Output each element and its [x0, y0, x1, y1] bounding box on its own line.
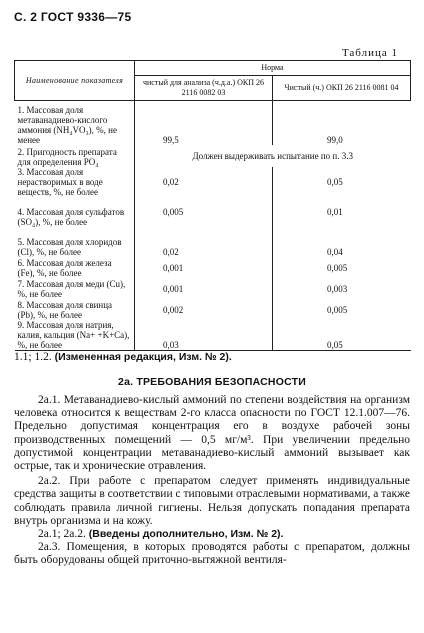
table-row — [15, 257, 411, 278]
table-row — [15, 299, 411, 320]
amendment-clauses: 2а.1; 2а.2. — [38, 528, 86, 541]
specification-table — [14, 60, 411, 351]
value-pure: 0,003 — [327, 283, 348, 294]
table-row — [15, 227, 411, 257]
indicator-name: 4. Массовая доля сульфатов (SO₄), %, не более — [17, 207, 125, 227]
column-header-pure-grade: Чистый (ч.) ОКП 26 2116 0081 04 — [273, 76, 411, 101]
table-row — [15, 167, 411, 197]
table-row — [15, 145, 411, 167]
value-pure: 0,05 — [327, 177, 343, 187]
value-pure: 0,04 — [327, 247, 343, 257]
column-header-analytical-grade: чистый для анализа (ч.д.а.) ОКП 26 2116 0082 03 — [135, 76, 273, 101]
value-pure: 0,005 — [327, 304, 348, 315]
amendment-status: (Измененная редакция, Изм. № 2). — [54, 351, 232, 363]
indicator-name: 5. Массовая доля хлоридов (Cl), %, не более — [17, 237, 122, 257]
value-pure: 0,005 — [327, 262, 348, 273]
table-row — [15, 320, 411, 351]
paragraph-2a3: 2а.3. Помещения, в которых проводятся работы с препаратом, должны быть оборудованы общей приточно-вытяжной вентиля- — [14, 541, 410, 567]
section-title: 2а. ТРЕБОВАНИЯ БЕЗОПАСНОСТИ — [118, 376, 306, 388]
value-analytical: 0,03 — [135, 320, 273, 351]
value-analytical: 0,001 — [135, 257, 273, 278]
indicator-name: 6. Массовая доля железа (Fe), %, не более — [17, 258, 112, 278]
indicator-name: 1. Массовая доля метаванадиево-кислого аммония (NH₄VO₃), %, не менее — [17, 105, 117, 145]
amendment-note-1 — [14, 351, 410, 364]
page-header: С. 2 ГОСТ 9336—75 — [14, 10, 132, 24]
value-analytical: 0,005 — [135, 197, 273, 227]
paragraph-2a1: 2а.1. Метаванадиево-кислый аммоний по степени воздействия на организм человека относится к веществам 2-го класса опасности по ГОСТ 12.1.007—76. Предельно допустимая концентрация его в воздухе рабочей зоны производственных помещений — 0,5 мг/м³. При увеличении предельно допустимой концентрации метаванадиево-кислый аммоний вызывает как острые, так и хронические отравления. — [14, 394, 410, 473]
indicator-name: 3. Массовая доля нерастворимых в воде веществ, %, не более — [17, 167, 103, 197]
value-pure: 0,01 — [327, 207, 343, 217]
indicator-name: 9. Массовая доля натрия, калия, кальция (Na+ +K+Ca), %, не более — [17, 320, 130, 350]
value-analytical: 99,5 — [135, 101, 273, 146]
column-header-norm: Норма — [135, 61, 411, 76]
paragraph-2a2: 2а.2. При работе с препаратом следует применять индивидуальные средства защиты в соответствии с типовыми отраслевыми нормативами, а также соблюдать правила личной гигиены. Нельзя допускать попадания препарата внутрь организма и на кожу. — [14, 475, 411, 527]
table-label: Таблица 1 — [341, 47, 398, 59]
table-row — [15, 197, 411, 227]
value-merged: Должен выдерживать испытание по п. 3.3 — [192, 151, 353, 161]
amendment-clauses: 1.1; 1.2. — [14, 351, 52, 363]
table-row — [15, 278, 411, 299]
value-analytical: 0,002 — [135, 299, 273, 320]
indicator-name: 8. Массовая доля свинца (Pb), %, не более — [17, 300, 113, 320]
indicator-name: 7. Массовая доля меди (Cu), %, не более — [17, 279, 126, 299]
value-analytical: 0,02 — [135, 167, 273, 197]
value-pure: 0,05 — [273, 320, 411, 351]
value-pure: 99,0 — [327, 135, 343, 145]
indicator-name: 2. Пригодность препарата для определения PO₄ — [17, 147, 117, 167]
value-analytical: 0,001 — [135, 278, 273, 299]
value-analytical: 0,02 — [135, 227, 273, 257]
body-text — [14, 394, 410, 568]
table-row — [15, 101, 411, 146]
column-header-indicator: Наименование показателя — [15, 61, 135, 101]
amendment-status: (Введены дополнительно, Изм. № 2). — [88, 528, 284, 541]
amendment-note-2 — [14, 528, 410, 541]
